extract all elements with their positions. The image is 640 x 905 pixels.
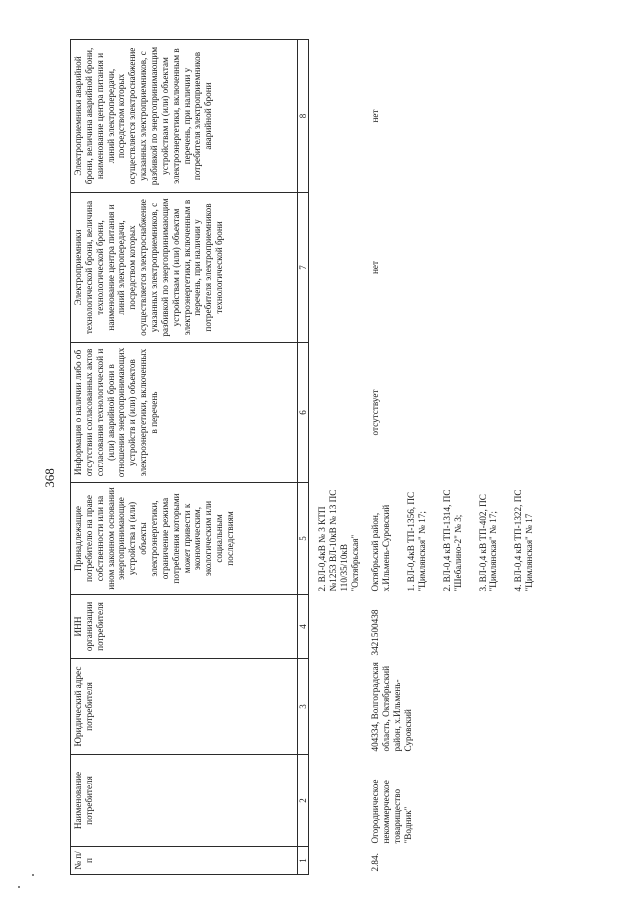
header-col-5: Принадлежащие потребителю на праве собственности или на ином законном основании энергопринимающие устройства и (или) объекты электроэнергетики, ограничение режима потребления которыми может привести к экономическим, экологическим или социальным последствиям (71, 483, 298, 595)
header-row (71, 40, 298, 875)
header-col-1: № п/п (71, 847, 298, 875)
column-number: 6 (298, 343, 309, 483)
object-item: 2. ВЛ-0,4 кВ ТП-1314, ПС "Шебалино-2" № 3; (441, 489, 463, 592)
page-number: 368 (42, 468, 57, 488)
continuation-row (309, 40, 363, 875)
consumer-name: Огородническое некоммерческое товарищество "Водник" (370, 779, 414, 844)
header-col-4: ИНН организации потребителя (71, 595, 298, 659)
legal-address: 404334, Волгоградская область, Октябрьский район, х.Ильмень-Суровский (370, 662, 414, 752)
continuation-object: 2. ВЛ-0,4кВ № 3 КТП №1253 ВЛ-10кВ № 13 ПС 110/35/10кВ "Октябрьская" (317, 489, 360, 592)
row-number: 2.84. (370, 853, 381, 872)
header-col-7: Электроприемники технологической брони, величина технологической брони, наименование центра питания и линий электропередачи, посредством которых осуществляется электроснабжение указанных электроприемников, с разбивкой по энергопринимающим устройствам и (или) объектам электроэнергетики, включенным в перечень, при наличии у потребителя электроприемников технологической брони (71, 193, 298, 343)
objects-intro: Октябрьский район, х.Ильмень-Суровский (370, 504, 392, 592)
column-number: 8 (298, 40, 309, 193)
column-number: 1 (298, 847, 309, 875)
header-col-6: Информация о наличии либо об отсутствии согласованных актов согласования технологической и (или) аварийной брони в отношении энергопринимающих устройств и (или) объектов электроэнергетики, включенных в перечень (71, 343, 298, 483)
scan-specks (16, 872, 40, 892)
table-row (362, 40, 551, 875)
scan-speck (32, 874, 34, 876)
object-item: 1. ВЛ-0,4кВ ТП-1356, ПС "Цимлянская" № 17; (406, 491, 428, 592)
emergency-bron: нет (370, 109, 381, 123)
object-item: 4. ВЛ-0,4 кВ ТП-1322, ПС "Цимлянская" № 17 (513, 489, 535, 592)
header-col-2: Наименование потребителя (71, 755, 298, 847)
acts-status: отсутствует (370, 389, 381, 436)
inn: 3421500438 (370, 609, 381, 656)
header-col-3: Юридический адрес потребителя (71, 659, 298, 755)
objects-cell (362, 483, 551, 595)
rotated-table-block (70, 40, 610, 875)
column-numbers-row (298, 40, 309, 875)
consumers-table (70, 39, 551, 875)
object-item: 3. ВЛ-0,4 кВ ТП-402, ПС "Цимлянская" № 17; (477, 494, 499, 592)
column-number: 5 (298, 483, 309, 595)
scan-speck (18, 886, 20, 888)
header-col-8: Электроприемники аварийной брони, величина аварийной брони, наименование центра питания и линий электропередачи, посредством которых осуществляется электроснабжение указанных электроприемников, с разбивкой по энергопринимающим устройствам и (или) объектам электроэнергетики, включенным в перечень, при наличии у потребителя электроприемников аварийной брони (71, 40, 298, 193)
technological-bron: нет (370, 261, 381, 275)
column-number: 7 (298, 193, 309, 343)
column-number: 3 (298, 659, 309, 755)
column-number: 4 (298, 595, 309, 659)
column-number: 2 (298, 755, 309, 847)
